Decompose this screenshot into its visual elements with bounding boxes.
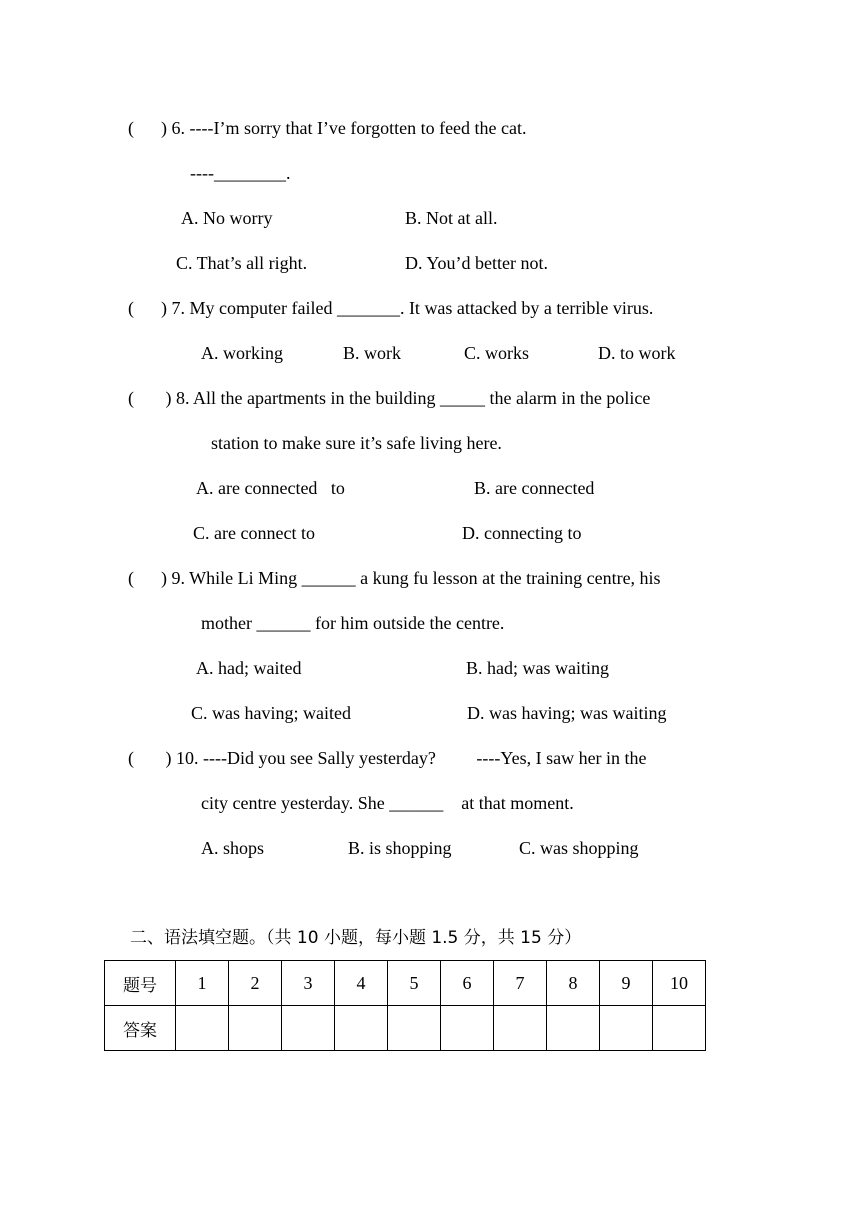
question-9-continuation: mother ______ for him outside the centre. [201,613,505,633]
question-8-option-a: A. are connected to [196,478,345,498]
question-9-stem: ( ) 9. While Li Ming ______ a kung fu lesson at the training centre, his [128,568,661,588]
row-label-answer: 答案 [105,1006,176,1051]
question-number-cell: 7 [494,961,547,1006]
question-9-option-b: B. had; was waiting [466,658,609,678]
answer-cell[interactable] [335,1006,388,1051]
question-number-cell: 5 [388,961,441,1006]
question-8-continuation: station to make sure it’s safe living here. [211,433,502,453]
row-label-number: 题号 [105,961,176,1006]
answer-cell[interactable] [282,1006,335,1051]
question-number-cell: 9 [600,961,653,1006]
section-2-title: 二、语法填空题。（共 10 小题，每小题 1.5 分，共 15 分） [130,928,582,948]
question-8-option-d: D. connecting to [462,523,582,543]
question-6-option-c: C. That’s all right. [176,253,308,273]
answer-table [104,960,706,1051]
answer-cell[interactable] [229,1006,282,1051]
question-number-cell: 8 [547,961,600,1006]
question-6-option-d: D. You’d better not. [405,253,548,273]
answer-cell[interactable] [547,1006,600,1051]
question-7-stem: ( ) 7. My computer failed _______. It was attacked by a terrible virus. [128,298,654,318]
answer-cell[interactable] [494,1006,547,1051]
question-number-cell: 6 [441,961,494,1006]
question-7-option-d: D. to work [598,343,676,363]
question-10-stem: ( ) 10. ----Did you see Sally yesterday? ----Yes, I saw her in the [128,748,647,768]
question-7-option-c: C. works [464,343,530,363]
question-number-cell: 3 [282,961,335,1006]
question-10-continuation: city centre yesterday. She ______ at that moment. [201,793,574,813]
question-number-cell: 10 [653,961,706,1006]
question-number-cell: 1 [176,961,229,1006]
question-10-option-c: C. was shopping [519,838,639,858]
question-6-stem: ( ) 6. ----I’m sorry that I’ve forgotten to feed the cat. [128,118,527,138]
table-row-answers [105,1006,706,1051]
question-9-option-d: D. was having; was waiting [467,703,667,723]
question-8-option-b: B. are connected [474,478,595,498]
answer-cell[interactable] [600,1006,653,1051]
question-number-cell: 2 [229,961,282,1006]
question-7-option-a: A. working [201,343,283,363]
question-9-option-c: C. was having; waited [191,703,351,723]
question-8-option-c: C. are connect to [193,523,315,543]
question-6-option-a: A. No worry [181,208,273,228]
answer-cell[interactable] [176,1006,229,1051]
table-row-numbers [105,961,706,1006]
question-6-reply: ----________. [190,163,291,183]
question-10-option-a: A. shops [201,838,265,858]
question-10-option-b: B. is shopping [348,838,452,858]
answer-cell[interactable] [441,1006,494,1051]
answer-cell[interactable] [388,1006,441,1051]
question-8-stem: ( ) 8. All the apartments in the building _____ the alarm in the police [128,388,651,408]
question-number-cell: 4 [335,961,388,1006]
question-6-option-b: B. Not at all. [405,208,498,228]
question-9-option-a: A. had; waited [196,658,302,678]
answer-cell[interactable] [653,1006,706,1051]
question-7-option-b: B. work [343,343,401,363]
